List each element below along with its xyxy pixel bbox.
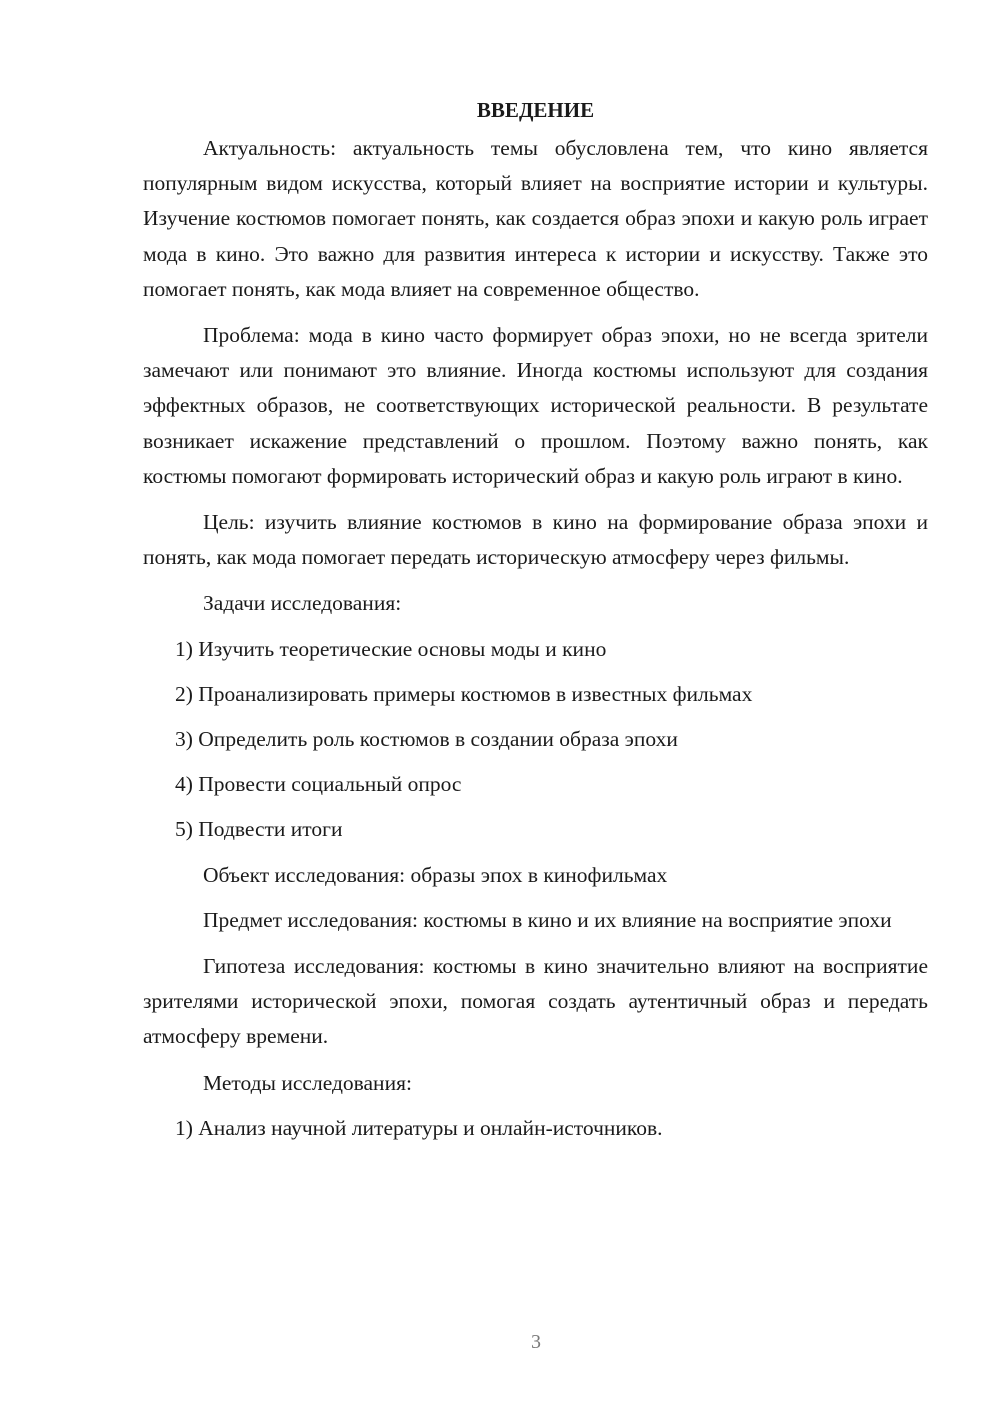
list-item: 3) Определить роль костюмов в создании образа эпохи xyxy=(175,727,678,752)
list-item: 2) Проанализировать примеры костюмов в известных фильмах xyxy=(175,681,753,706)
list-item: 1) Изучить теоретические основы моды и кино xyxy=(175,636,607,661)
tasks-list xyxy=(143,632,928,848)
methods-heading: Методы исследования: xyxy=(203,1070,412,1095)
object-paragraph: Объект исследования: образы эпох в кинофильмах xyxy=(203,862,668,887)
document-page xyxy=(143,92,928,1156)
page-number: 3 xyxy=(531,1331,541,1353)
tasks-heading: Задачи исследования: xyxy=(203,591,402,616)
hypothesis-paragraph: Гипотеза исследования: костюмы в кино значительно влияют на восприятие зрителями исторической эпохи, помогая создать аутентичный образ и передать атмосферу времени. xyxy=(143,954,928,1049)
list-item: 1) Анализ научной литературы и онлайн-источников. xyxy=(175,1115,663,1140)
list-item: 5) Подвести итоги xyxy=(175,817,343,842)
problem-paragraph: Проблема: мода в кино часто формирует образ эпохи, но не всегда зрители замечают или понимают это влияние. Иногда костюмы используют для создания эффектных образов, не соответствующих исторической реальности. В результате возникает искажение представлений о прошлом. Поэтому важно понять, как костюмы помогают формировать исторический образ и какую роль играют в кино. xyxy=(143,323,928,488)
subject-paragraph: Предмет исследования: костюмы в кино и их влияние на восприятие эпохи xyxy=(203,907,892,932)
relevance-paragraph: Актуальность: актуальность темы обусловлена тем, что кино является популярным видом искусства, который влияет на восприятие истории и культуры. Изучение костюмов помогает понять, как создается образ эпохи и какую роль играет мода в кино. Это важно для развития интереса к истории и искусству. Также это помогает понять, как мода влияет на современное общество. xyxy=(143,136,928,301)
goal-paragraph: Цель: изучить влияние костюмов в кино на формирование образа эпохи и понять, как мода помогает передать историческую атмосферу через фильмы. xyxy=(143,510,928,570)
methods-list xyxy=(143,1111,928,1146)
list-item: 4) Провести социальный опрос xyxy=(175,772,462,797)
page-title: ВВЕДЕНИЕ xyxy=(476,98,595,122)
